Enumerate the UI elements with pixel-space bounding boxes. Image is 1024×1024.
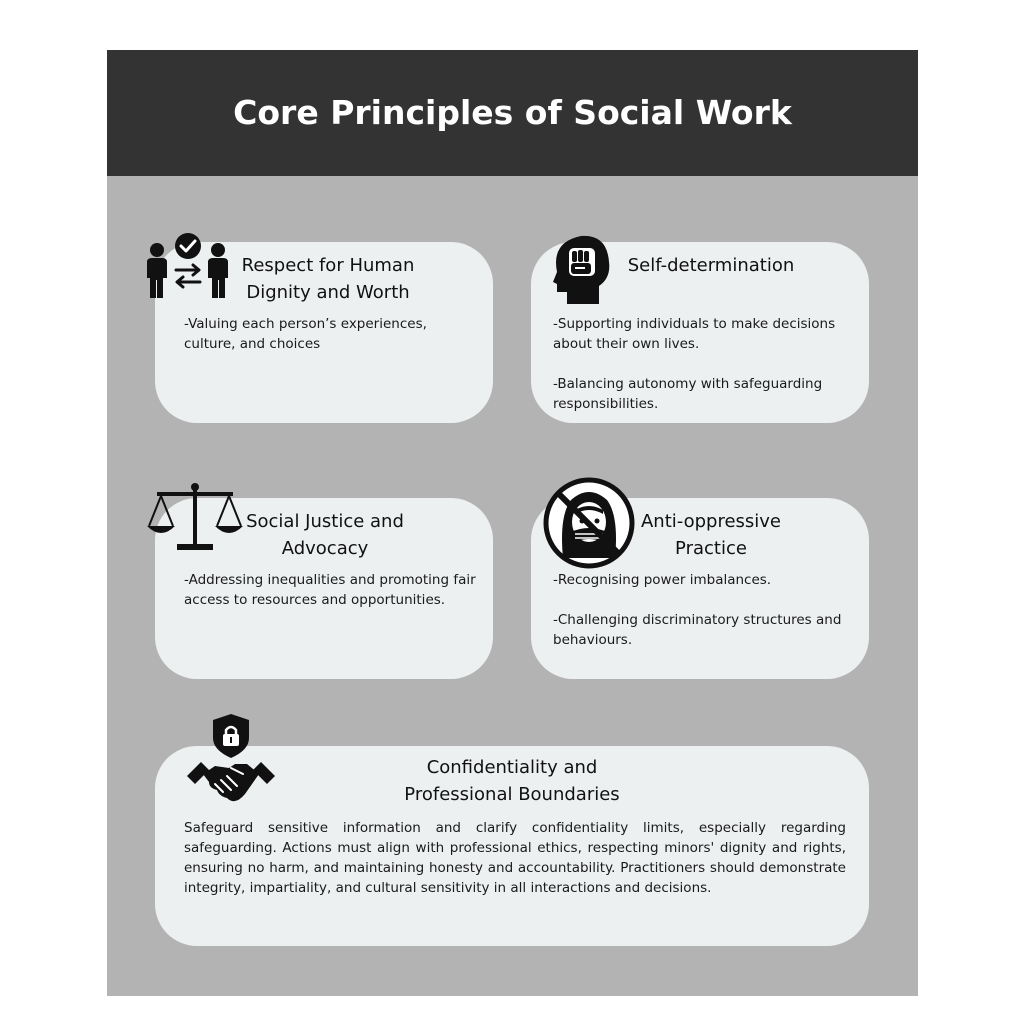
card-title xyxy=(225,252,431,306)
card-title-line: Respect for Human xyxy=(241,255,415,276)
silenced-person-prohibited-icon xyxy=(541,476,637,570)
card-body xyxy=(553,314,853,414)
card-title-line: Confidentiality and xyxy=(426,757,598,778)
card-paragraph: -Valuing each person’s experiences, culture, and choices xyxy=(184,316,427,352)
card-body xyxy=(184,314,446,354)
card-title xyxy=(362,754,662,808)
card-title xyxy=(225,508,425,562)
card-title-line: Practice xyxy=(675,538,747,559)
card-title-line: Professional Boundaries xyxy=(404,784,620,805)
card-title xyxy=(621,508,801,562)
card-paragraph: -Supporting individuals to make decisions about their own lives. xyxy=(553,316,836,352)
card-title-line: Advocacy xyxy=(281,538,369,559)
page-title: Core Principles of Social Work xyxy=(233,92,792,132)
card-title-line: Anti-oppressive xyxy=(640,511,782,532)
head-fist-icon xyxy=(549,232,613,306)
people-exchange-check-icon xyxy=(143,232,233,300)
infographic-panel xyxy=(107,50,918,996)
card-body xyxy=(553,570,853,650)
card-title-line: Dignity and Worth xyxy=(246,282,410,303)
card-paragraph: -Addressing inequalities and promoting fair access to resources and opportunities. xyxy=(184,572,476,608)
card-paragraph: -Challenging discriminatory structures and behaviours. xyxy=(553,612,842,648)
card-body xyxy=(184,570,484,610)
card-title xyxy=(591,252,831,279)
card-title-line: Self-determination xyxy=(627,255,795,276)
card-title-line: Social Justice and xyxy=(246,511,404,532)
card-body xyxy=(184,818,846,898)
scales-of-justice-icon xyxy=(147,482,243,556)
header-bar xyxy=(107,50,918,176)
card-paragraph: Safeguard sensitive information and clarify confidentiality limits, especially regarding safeguarding. Actions must align with professional ethics, respecting minors' dignity and rights, ensuring no harm, and maintaining honesty and accountability. Practitioners should demonstrate integrity, impartiality, and cultural sensitivity in all interactions and decisions. xyxy=(184,820,846,896)
card-paragraph: -Balancing autonomy with safeguarding responsibilities. xyxy=(553,376,823,412)
handshake-shield-lock-icon xyxy=(185,712,277,812)
card-paragraph: -Recognising power imbalances. xyxy=(553,572,772,588)
